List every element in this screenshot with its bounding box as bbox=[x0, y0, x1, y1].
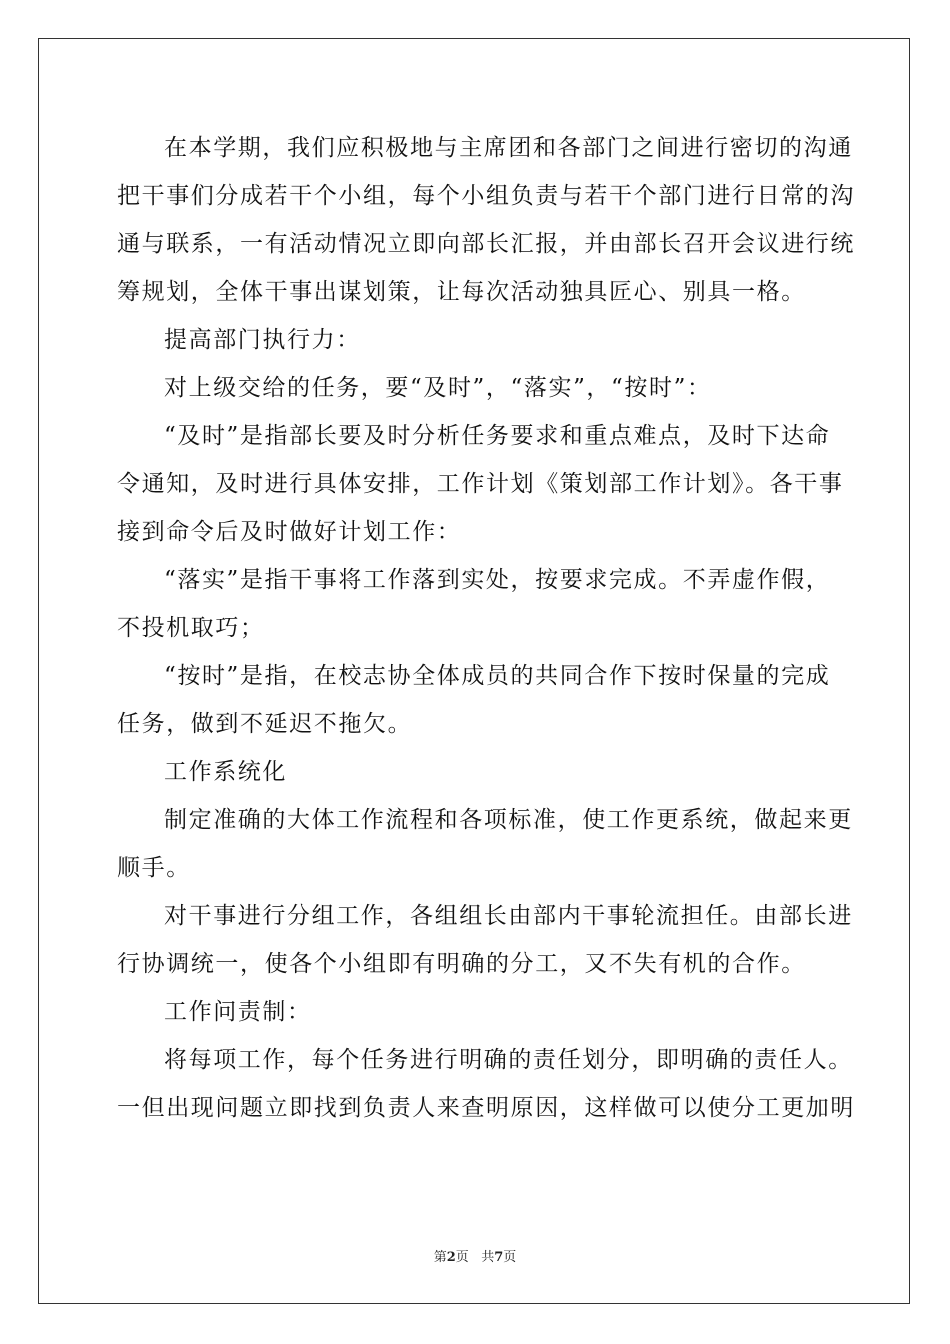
text-line: “落实”是指干事将工作落到实处，按要求完成。不弄虚作假， bbox=[164, 567, 831, 593]
text-line: 对上级交给的任务，要“及时”，“落实”，“按时”： bbox=[164, 375, 712, 401]
text-line: 工作系统化 bbox=[164, 759, 287, 785]
page-prefix: 第 bbox=[433, 1250, 447, 1265]
text-line: 对干事进行分组工作，各组组长由部内干事轮流担任。由部长进 bbox=[164, 903, 853, 929]
text-line: 在本学期，我们应积极地与主席团和各部门之间进行密切的沟通 bbox=[164, 135, 853, 161]
text-line: 把干事们分成若干个小组，每个小组负责与若干个部门进行日常的沟 bbox=[117, 183, 855, 209]
page-suffix: 页 bbox=[455, 1250, 469, 1265]
page-number: 2 bbox=[446, 1250, 456, 1265]
total-suffix: 页 bbox=[503, 1250, 517, 1265]
page-footer bbox=[0, 1246, 950, 1265]
total-prefix: 共 bbox=[481, 1250, 495, 1265]
text-line: 制定准确的大体工作流程和各项标准，使工作更系统，做起来更 bbox=[164, 807, 853, 833]
text-line: 任务，做到不延迟不拖欠。 bbox=[117, 711, 413, 737]
text-line: “及时”是指部长要及时分析任务要求和重点难点，及时下达命 bbox=[164, 423, 831, 449]
text-line: 令通知，及时进行具体安排，工作计划《策划部工作计划》。各干事 bbox=[117, 471, 844, 497]
text-line: 不投机取巧； bbox=[117, 615, 265, 641]
total-number: 7 bbox=[494, 1250, 504, 1265]
text-line: 接到命令后及时做好计划工作： bbox=[117, 519, 462, 545]
text-line: 一但出现问题立即找到负责人来查明原因，这样做可以使分工更加明 bbox=[117, 1095, 855, 1121]
text-line: 工作问责制： bbox=[164, 999, 312, 1025]
text-line: 顺手。 bbox=[117, 855, 191, 881]
text-line: 行协调统一，使各个小组即有明确的分工，又不失有机的合作。 bbox=[117, 951, 806, 977]
text-line: “按时”是指，在校志协全体成员的共同合作下按时保量的完成 bbox=[164, 663, 831, 689]
text-line: 通与联系，一有活动情况立即向部长汇报，并由部长召开会议进行统 bbox=[117, 231, 855, 257]
text-line: 将每项工作，每个任务进行明确的责任划分，即明确的责任人。 bbox=[164, 1047, 853, 1073]
text-line: 筹规划，全体干事出谋划策，让每次活动独具匠心、别具一格。 bbox=[117, 279, 806, 305]
text-line: 提高部门执行力： bbox=[164, 327, 361, 353]
